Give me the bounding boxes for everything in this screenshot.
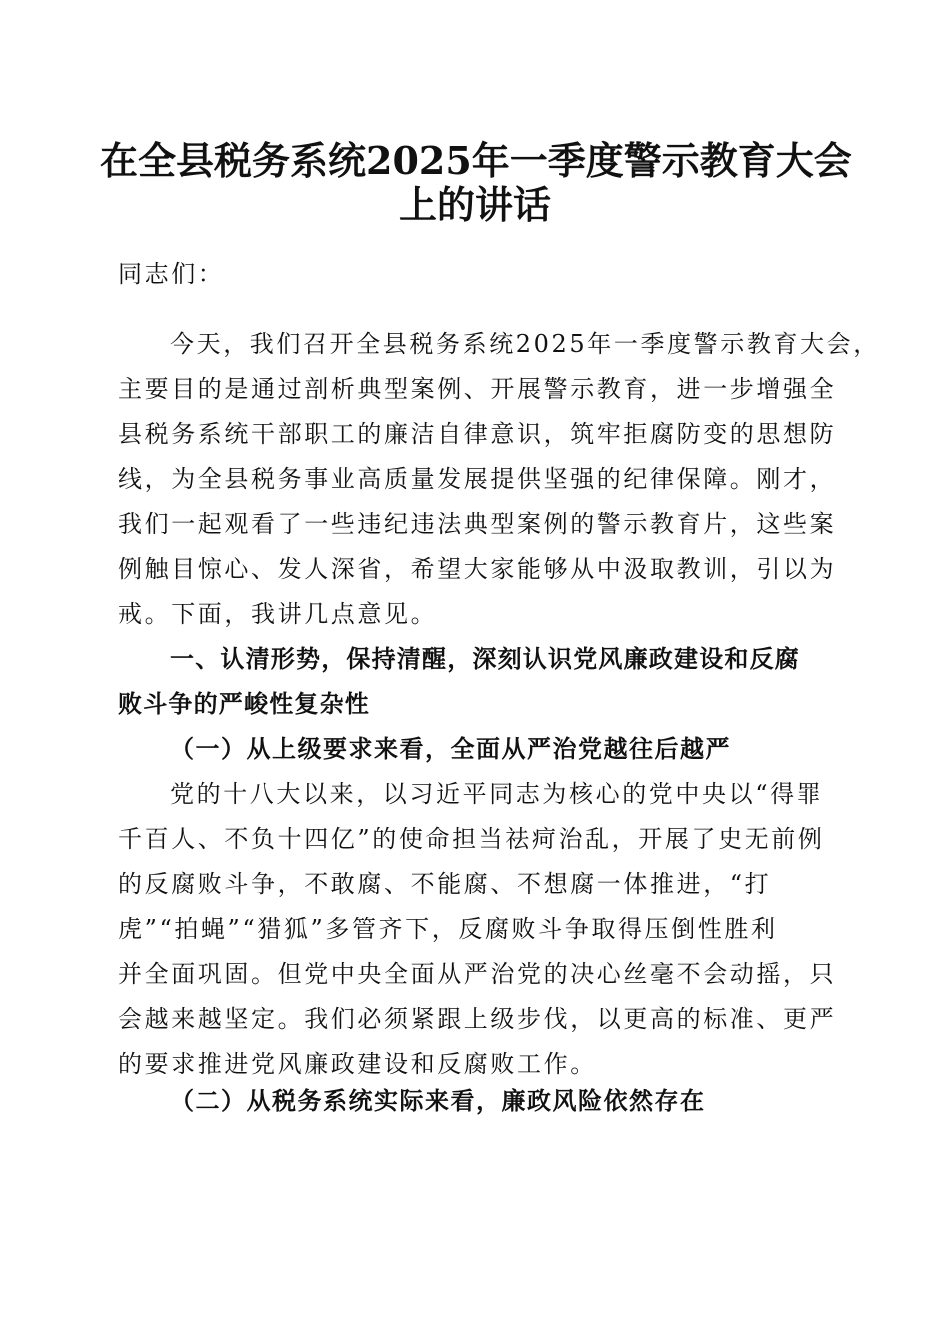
paragraph-1-line: 县税务系统干部职工的廉洁自律意识，筑牢拒腐防变的思想防 <box>118 420 837 448</box>
paragraph-1-line: 主要目的是通过剖析典型案例、开展警示教育，进一步增强全 <box>118 375 837 403</box>
page-title-line-2: 上的讲话 <box>398 182 551 227</box>
paragraph-1-line: 我们一起观看了一些违纪违法典型案例的警示教育片，这些案 <box>118 510 837 538</box>
subsection-heading-2: （二）从税务系统实际来看，廉政风险依然存在 <box>170 1086 706 1115</box>
paragraph-2-line: 的要求推进党风廉政建设和反腐败工作。 <box>118 1050 597 1078</box>
paragraph-1-line: 今天，我们召开全县税务系统2025年一季度警示教育大会， <box>170 330 880 358</box>
salutation: 同志们： <box>118 260 225 288</box>
page-title-line-1: 在全县税务系统2025年一季度警示教育大会 <box>100 138 852 183</box>
paragraph-1-line: 戒。下面，我讲几点意见。 <box>118 600 438 628</box>
section-heading-1: 一、认清形势，保持清醒，深刻认识党风廉政建设和反腐 <box>170 645 800 673</box>
section-heading-1: 败斗争的严峻性复杂性 <box>118 690 370 718</box>
paragraph-2-line: 千百人、不负十四亿”的使命担当祛疴治乱，开展了史无前例 <box>118 825 825 853</box>
paragraph-2-line: 虎”“拍蝇”“猎狐”多管齐下，反腐败斗争取得压倒性胜利 <box>118 915 778 943</box>
paragraph-2-line: 会越来越坚定。我们必须紧跟上级步伐，以更高的标准、更严 <box>118 1005 837 1033</box>
subsection-heading-1: （一）从上级要求来看，全面从严治党越往后越严 <box>170 734 731 763</box>
paragraph-2-line: 并全面巩固。但党中央全面从严治党的决心丝毫不会动摇，只 <box>118 960 837 988</box>
paragraph-1-line: 线，为全县税务事业高质量发展提供坚强的纪律保障。刚才， <box>118 465 837 493</box>
paragraph-2-line: 的反腐败斗争，不敢腐、不能腐、不想腐一体推进，“打 <box>118 870 772 898</box>
paragraph-2-line: 党的十八大以来，以习近平同志为核心的党中央以“得罪 <box>170 780 824 808</box>
paragraph-1-line: 例触目惊心、发人深省，希望大家能够从中汲取教训，引以为 <box>118 555 837 583</box>
